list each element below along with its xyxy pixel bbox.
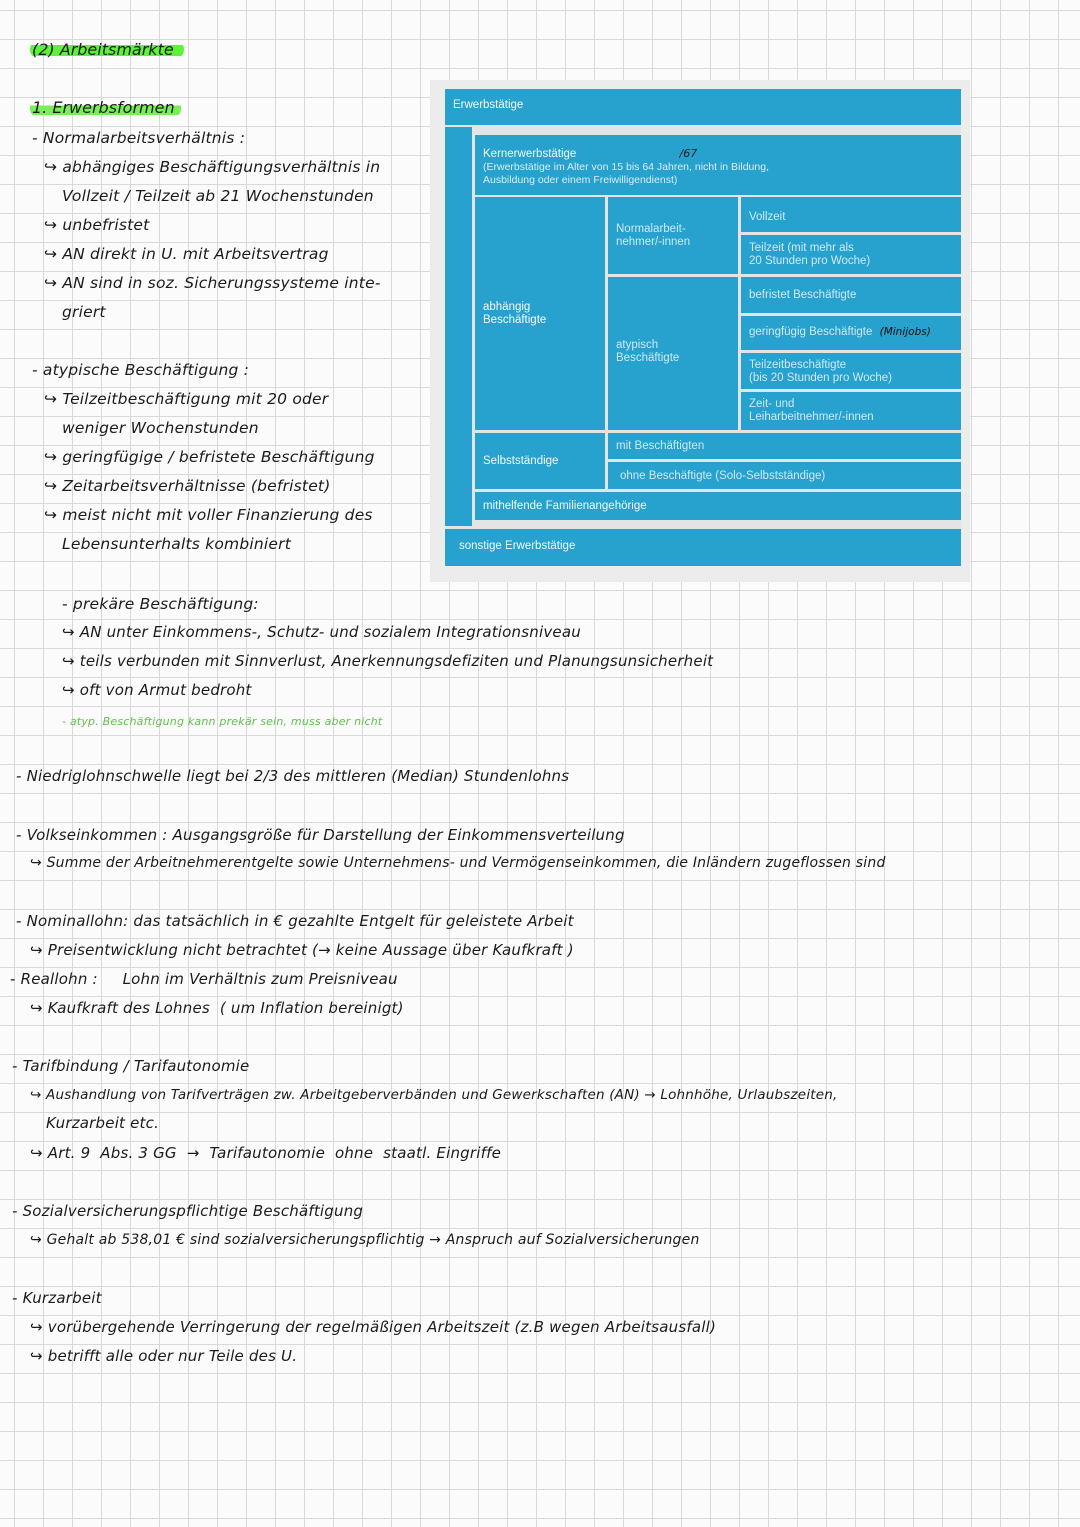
note-line: Vollzeit / Teilzeit ab 21 Wochenstunden: [62, 187, 374, 205]
teilzeitbeschaeftigte-box: [741, 353, 961, 389]
note-line: - Volkseinkommen : Ausgangsgröße für Darstellung der Einkommensverteilung: [16, 826, 625, 844]
abhaengig-box: [475, 197, 605, 430]
note-line: ↪ AN direkt in U. mit Arbeitsvertrag: [44, 245, 329, 263]
note-line: ↪ Zeitarbeitsverhältnisse (befristet): [44, 477, 331, 495]
teilzeit-label-2: 20 Stunden pro Woche): [749, 255, 871, 267]
normal-label: Normalarbeit-: [616, 223, 686, 235]
note-line: weniger Wochenstunden: [62, 419, 259, 437]
note-line: ↪ AN unter Einkommens-, Schutz- und sozialem Integrationsniveau: [62, 623, 581, 641]
selbststaendige-box: [475, 433, 605, 489]
kern-title: Kernerwerbstätige: [483, 148, 577, 160]
atypisch-label: atypisch: [616, 339, 659, 351]
geringfuegig-box: [741, 316, 961, 350]
note-line: ↪ AN sind in soz. Sicherungssysteme inte-: [44, 274, 381, 292]
note-line: ↪ betrifft alle oder nur Teile des U.: [30, 1347, 298, 1365]
mithelfend-label: mithelfende Familienangehörige: [483, 500, 647, 512]
kern-sub-2: Ausbildung oder einem Freiwilligendienst): [483, 174, 678, 186]
page-title: (2) Arbeitsmärkte: [30, 40, 184, 59]
mit-beschaeftigten-box: [608, 433, 961, 459]
note-line: ↪ Art. 9 Abs. 3 GG → Tarifautonomie ohne staatl. Eingriffe: [30, 1144, 501, 1162]
note-line: ↪ teils verbunden mit Sinnverlust, Anerkennungsdefiziten und Planungsunsicherheit: [62, 652, 714, 670]
note-line: - Kurzarbeit: [12, 1289, 102, 1307]
note-line: ↪ Teilzeitbeschäftigung mit 20 oder: [44, 390, 329, 408]
sonstige-box: [445, 529, 961, 566]
normalarbeit-box: [608, 197, 738, 274]
zeitarbeit-box: [741, 392, 961, 430]
erwerbsformen-diagram: [445, 89, 961, 566]
note-line: - Sozialversicherungspflichtige Beschäftigung: [12, 1202, 364, 1220]
normal-label-2: nehmer/-innen: [616, 236, 691, 248]
befristet-box: [741, 277, 961, 313]
teilzeit-box: [741, 235, 961, 274]
left-bar: [445, 127, 472, 526]
section-heading: 1. Erwerbsformen: [30, 98, 181, 117]
kernerwerbstaetige-box: [475, 135, 961, 195]
note-line: - Normalarbeitsverhältnis :: [32, 129, 246, 147]
note-line: - Tarifbindung / Tarifautonomie: [12, 1057, 250, 1075]
note-line: ↪ Aushandlung von Tarifverträgen zw. Arbeitgeberverbänden und Gewerkschaften (AN) → Lohnhöhe, Urlaubszeiten,: [30, 1087, 838, 1103]
handwritten-minijobs: (Minijobs): [879, 326, 931, 338]
erwerbstaetige-label: Erwerbstätige: [453, 99, 524, 111]
vollzeit-box: [741, 197, 961, 232]
ohne-besch-label: ohne Beschäftigte (Solo-Selbstständige): [620, 470, 826, 482]
note-line: - Reallohn : Lohn im Verhältnis zum Preisniveau: [10, 970, 398, 988]
zeit-label-2: Leiharbeitnehmer/-innen: [749, 411, 874, 423]
note-line: griert: [62, 303, 106, 321]
note-line: ↪ geringfügige / befristete Beschäftigung: [44, 448, 375, 466]
teilzeitb-label-2: (bis 20 Stunden pro Woche): [749, 372, 892, 384]
befristet-label: befristet Beschäftigte: [749, 289, 857, 301]
abhaengig-label: abhängig: [483, 301, 531, 313]
note-line: ↪ abhängiges Beschäftigungsverhältnis in: [44, 158, 381, 176]
note-line: ↪ unbefristet: [44, 216, 150, 234]
note-line: - Niedriglohnschwelle liegt bei 2/3 des mittleren (Median) Stundenlohns: [16, 767, 570, 785]
note-line: ↪ vorübergehende Verringerung der regelmäßigen Arbeitszeit (z.B wegen Arbeitsausfall): [30, 1318, 717, 1336]
note-line: ↪ Preisentwicklung nicht betrachtet (→ keine Aussage über Kaufkraft ): [30, 941, 574, 959]
note-line: ↪ Kaufkraft des Lohnes ( um Inflation bereinigt): [30, 999, 404, 1017]
kern-sub-1: (Erwerbstätige im Alter von 15 bis 64 Jahren, nicht in Bildung,: [483, 161, 769, 173]
atypisch-label-2: Beschäftigte: [616, 352, 680, 364]
note-line: ↪ Gehalt ab 538,01 € sind sozialversicherungspflichtig → Anspruch auf Sozialversicherungen: [30, 1232, 700, 1248]
teilzeitb-label: Teilzeitbeschäftigte: [749, 359, 847, 371]
note-line: - atyp. Beschäftigung kann prekär sein, muss aber nicht: [62, 715, 383, 728]
mithelfende-box: [475, 492, 961, 520]
note-line: - Nominallohn: das tatsächlich in € gezahlte Entgelt für geleistete Arbeit: [16, 912, 574, 930]
abhaengig-label-2: Beschäftigte: [483, 314, 547, 326]
note-line: ↪ meist nicht mit voller Finanzierung des: [44, 506, 373, 524]
note-line: ↪ oft von Armut bedroht: [62, 681, 252, 699]
geringfuegig-label: geringfügig Beschäftigte: [749, 326, 873, 338]
zeit-label: Zeit- und: [749, 398, 795, 410]
note-line: ↪ Summe der Arbeitnehmerentgelte sowie Unternehmens- und Vermögenseinkommen, die Inländern zugeflossen sind: [30, 855, 886, 871]
sonstige-label: sonstige Erwerbstätige: [459, 540, 576, 552]
note-line: Lebensunterhalts kombiniert: [62, 535, 292, 553]
note-line: - atypische Beschäftigung :: [32, 361, 250, 379]
note-line: Kurzarbeit etc.: [46, 1114, 160, 1132]
selbst-label: Selbstständige: [483, 455, 559, 467]
atypisch-box: [608, 277, 738, 430]
handwritten-note: /67: [679, 147, 698, 160]
teilzeit-label: Teilzeit (mit mehr als: [749, 242, 854, 254]
mit-besch-label: mit Beschäftigten: [616, 440, 705, 452]
ohne-beschaeftigte-box: [608, 462, 961, 489]
vollzeit-label: Vollzeit: [749, 211, 786, 223]
erwerbstaetige-header: [445, 89, 961, 125]
note-line: - prekäre Beschäftigung:: [62, 595, 259, 613]
